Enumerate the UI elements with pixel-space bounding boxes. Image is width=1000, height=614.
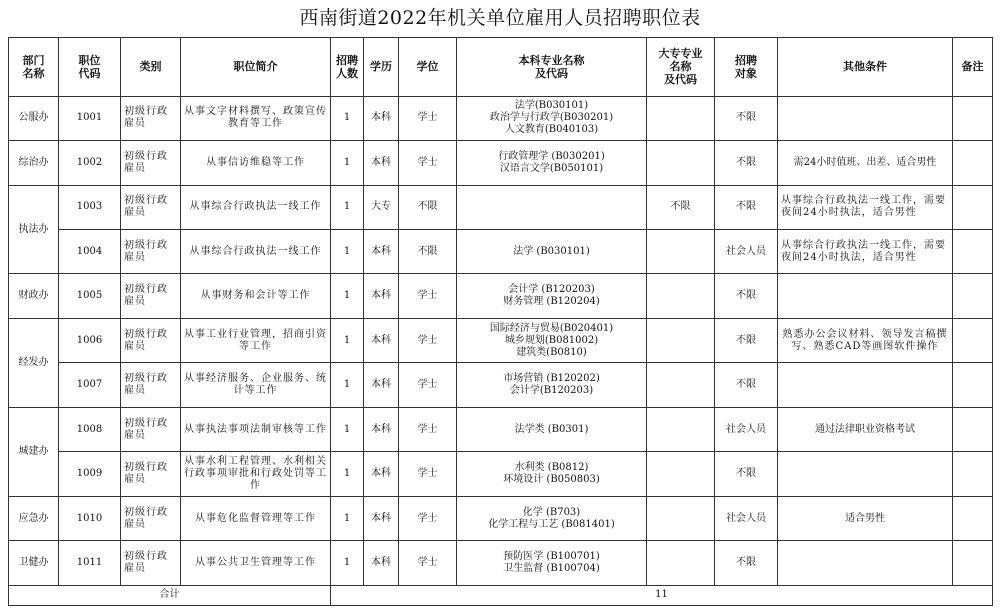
recruitment-table [8,37,993,606]
college-major-cell [647,541,715,585]
intro-cell: 从事信访维稳等工作 [181,141,331,185]
category-cell: 初级行政雇员 [121,230,181,274]
target-cell: 社会人员 [715,407,778,451]
code-cell: 1008 [59,407,121,451]
remark-cell [953,363,993,407]
intro-cell: 从事工业行业管理，招商引资等工作 [181,318,331,362]
edu-cell: 本科 [364,96,399,140]
edu-cell: 本科 [364,318,399,362]
table-row [9,407,993,451]
table-row [9,141,993,185]
major-cell: 化学 (B703) 化学工程与工艺 (B081401) [457,496,647,540]
intro-cell: 从事执法事项法制审核等工作 [181,407,331,451]
header-target: 招聘 对象 [715,38,778,97]
college-major-cell [647,96,715,140]
remark-cell [953,407,993,451]
edu-cell: 本科 [364,452,399,496]
code-cell: 1009 [59,452,121,496]
category-cell: 初级行政雇员 [121,407,181,451]
count-cell: 1 [331,452,364,496]
intro-cell: 从事综合行政执法一线工作 [181,230,331,274]
college-major-cell [647,274,715,318]
edu-cell: 本科 [364,496,399,540]
count-cell: 1 [331,496,364,540]
header-college-major: 大专专业 名称 及代码 [647,38,715,97]
edu-cell: 大专 [364,185,399,229]
edu-cell: 本科 [364,141,399,185]
header-code: 职位 代码 [59,38,121,97]
edu-cell: 本科 [364,363,399,407]
dept-cell: 财政办 [9,274,59,318]
other-cell: 从事综合行政执法一线工作，需要夜间24小时执法，适合男性 [778,185,953,229]
major-cell: 法学类 (B0301) [457,407,647,451]
degree-cell: 学士 [399,541,457,585]
major-cell: 法学(B030101) 政治学与行政学(B030201) 人文教育(B040103) [457,96,647,140]
remark-cell [953,541,993,585]
major-cell: 水利类 (B0812) 环境设计 (B050803) [457,452,647,496]
count-cell: 1 [331,363,364,407]
major-cell: 法学 (B030101) [457,230,647,274]
degree-cell: 学士 [399,318,457,362]
other-cell [778,452,953,496]
degree-cell: 不限 [399,230,457,274]
target-cell: 社会人员 [715,496,778,540]
category-cell: 初级行政雇员 [121,141,181,185]
count-cell: 1 [331,185,364,229]
edu-cell: 本科 [364,541,399,585]
dept-cell: 城建办 [9,407,59,496]
category-cell: 初级行政雇员 [121,96,181,140]
code-cell: 1006 [59,318,121,362]
other-cell: 熟悉办公会议材料、领导发言稿撰写、熟悉CAD等画图软件操作 [778,318,953,362]
category-cell: 初级行政雇员 [121,496,181,540]
degree-cell: 学士 [399,496,457,540]
header-degree: 学位 [399,38,457,97]
dept-cell: 执法办 [9,185,59,274]
intro-cell: 从事水利工程管理、水利相关行政事项审批和行政处罚等工作 [181,452,331,496]
target-cell: 不限 [715,363,778,407]
table-row [9,363,993,407]
table-row [9,452,993,496]
degree-cell: 不限 [399,185,457,229]
total-value: 11 [331,585,993,605]
table-row [9,318,993,362]
code-cell: 1003 [59,185,121,229]
college-major-cell [647,496,715,540]
dept-cell: 经发办 [9,318,59,407]
dept-cell: 应急办 [9,496,59,540]
major-cell: 会计学 (B120203) 财务管理 (B120204) [457,274,647,318]
degree-cell: 学士 [399,452,457,496]
table-row [9,96,993,140]
other-cell: 通过法律职业资格考试 [778,407,953,451]
target-cell: 不限 [715,141,778,185]
degree-cell: 学士 [399,274,457,318]
total-row [9,585,993,605]
count-cell: 1 [331,230,364,274]
header-intro: 职位简介 [181,38,331,97]
college-major-cell [647,318,715,362]
header-row [9,38,993,97]
other-cell: 适合男性 [778,496,953,540]
edu-cell: 本科 [364,274,399,318]
table-row [9,185,993,229]
count-cell: 1 [331,407,364,451]
header-dept: 部门 名称 [9,38,59,97]
table-row [9,230,993,274]
remark-cell [953,185,993,229]
category-cell: 初级行政雇员 [121,318,181,362]
degree-cell: 学士 [399,363,457,407]
other-cell [778,274,953,318]
header-remark: 备注 [953,38,993,97]
degree-cell: 学士 [399,407,457,451]
count-cell: 1 [331,318,364,362]
other-cell [778,96,953,140]
category-cell: 初级行政雇员 [121,185,181,229]
other-cell: 需24小时值班、出差、适合男性 [778,141,953,185]
code-cell: 1004 [59,230,121,274]
other-cell: 从事综合行政执法一线工作，需要夜间24小时执法，适合男性 [778,230,953,274]
header-edu: 学历 [364,38,399,97]
college-major-cell [647,407,715,451]
code-cell: 1001 [59,96,121,140]
code-cell: 1011 [59,541,121,585]
table-row [9,274,993,318]
remark-cell [953,496,993,540]
intro-cell: 从事财务和会计等工作 [181,274,331,318]
degree-cell: 学士 [399,96,457,140]
header-category: 类别 [121,38,181,97]
college-major-cell [647,363,715,407]
major-cell: 预防医学 (B100701) 卫生监督 (B100704) [457,541,647,585]
college-major-cell [647,230,715,274]
college-major-cell [647,141,715,185]
remark-cell [953,230,993,274]
category-cell: 初级行政雇员 [121,274,181,318]
intro-cell: 从事危化监督管理等工作 [181,496,331,540]
target-cell: 不限 [715,274,778,318]
intro-cell: 从事经济服务、企业服务、统计等工作 [181,363,331,407]
dept-cell: 公服办 [9,96,59,140]
category-cell: 初级行政雇员 [121,452,181,496]
remark-cell [953,318,993,362]
edu-cell: 本科 [364,407,399,451]
count-cell: 1 [331,141,364,185]
category-cell: 初级行政雇员 [121,541,181,585]
target-cell: 不限 [715,185,778,229]
edu-cell: 本科 [364,230,399,274]
table-row [9,541,993,585]
college-major-cell: 不限 [647,185,715,229]
target-cell: 不限 [715,96,778,140]
target-cell: 不限 [715,541,778,585]
other-cell [778,363,953,407]
code-cell: 1002 [59,141,121,185]
header-count: 招聘 人数 [331,38,364,97]
intro-cell: 从事文字材料撰写、政策宣传教育等工作 [181,96,331,140]
remark-cell [953,96,993,140]
count-cell: 1 [331,96,364,140]
remark-cell [953,274,993,318]
major-cell [457,185,647,229]
target-cell: 不限 [715,452,778,496]
remark-cell [953,452,993,496]
other-cell [778,541,953,585]
degree-cell: 学士 [399,141,457,185]
page-title: 西南街道2022年机关单位雇用人员招聘职位表 [299,7,701,29]
count-cell: 1 [331,541,364,585]
target-cell: 社会人员 [715,230,778,274]
target-cell: 不限 [715,318,778,362]
table-row [9,496,993,540]
header-other: 其他条件 [778,38,953,97]
remark-cell [953,141,993,185]
major-cell: 行政管理学 (B030201) 汉语言文学(B050101) [457,141,647,185]
count-cell: 1 [331,274,364,318]
header-major: 本科专业名称 及代码 [457,38,647,97]
code-cell: 1007 [59,363,121,407]
major-cell: 国际经济与贸易(B020401) 城乡规划(B081002) 建筑类(B0810) [457,318,647,362]
category-cell: 初级行政雇员 [121,363,181,407]
dept-cell: 卫健办 [9,541,59,585]
intro-cell: 从事公共卫生管理等工作 [181,541,331,585]
dept-cell: 综治办 [9,141,59,185]
college-major-cell [647,452,715,496]
code-cell: 1005 [59,274,121,318]
intro-cell: 从事综合行政执法一线工作 [181,185,331,229]
code-cell: 1010 [59,496,121,540]
total-label: 合计 [9,585,331,605]
major-cell: 市场营销 (B120202) 会计学(B120203) [457,363,647,407]
